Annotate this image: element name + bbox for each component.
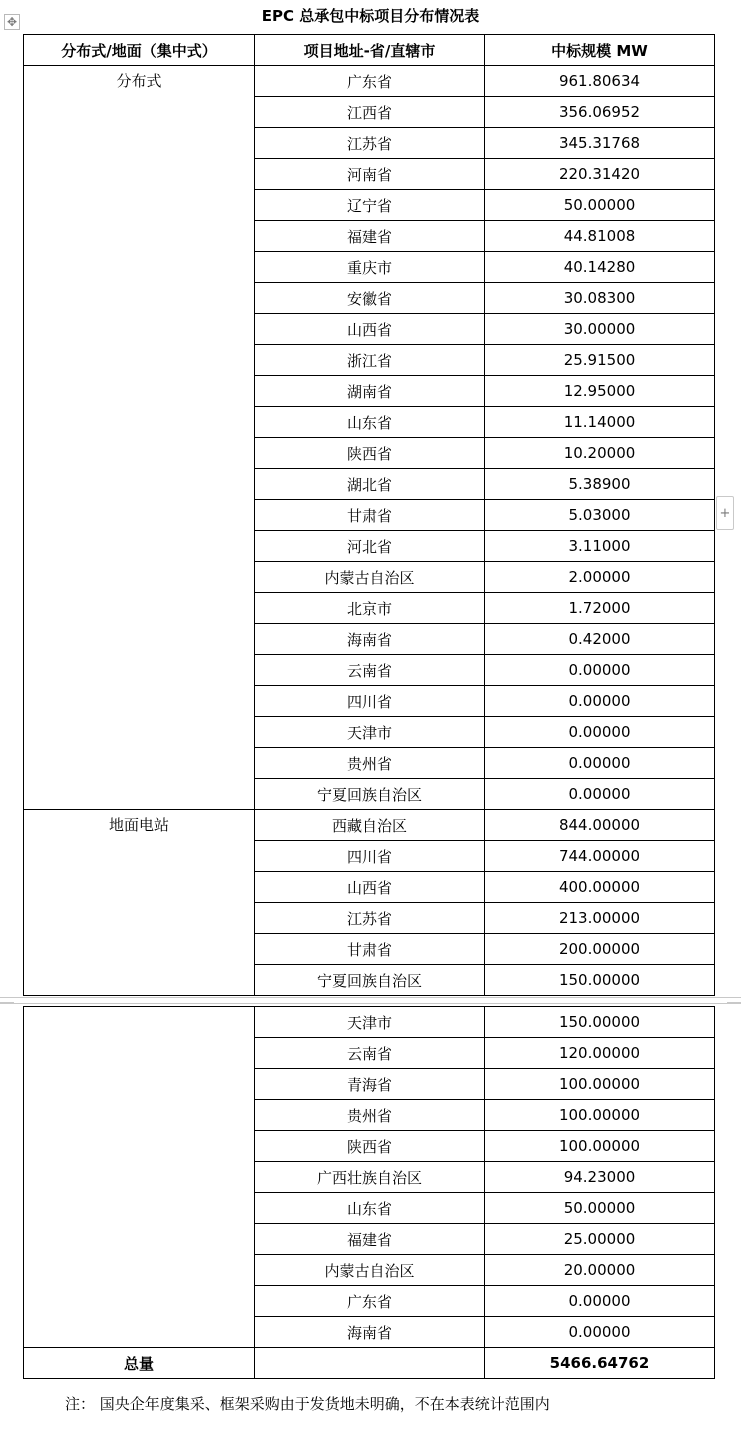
capacity-cell: 5.03000 <box>485 500 715 531</box>
table-title: EPC 总承包中标项目分布情况表 <box>261 7 480 25</box>
capacity-cell: 0.00000 <box>485 686 715 717</box>
province-cell: 湖北省 <box>255 469 485 500</box>
province-cell: 甘肃省 <box>255 934 485 965</box>
province-cell: 宁夏回族自治区 <box>255 965 485 996</box>
province-cell: 青海省 <box>255 1069 485 1100</box>
capacity-cell: 0.00000 <box>485 779 715 810</box>
capacity-cell: 150.00000 <box>485 965 715 996</box>
capacity-cell: 10.20000 <box>485 438 715 469</box>
province-cell: 北京市 <box>255 593 485 624</box>
capacity-cell: 94.23000 <box>485 1162 715 1193</box>
province-cell: 宁夏回族自治区 <box>255 779 485 810</box>
capacity-cell: 0.00000 <box>485 655 715 686</box>
capacity-cell: 961.80634 <box>485 66 715 97</box>
capacity-cell: 150.00000 <box>485 1007 715 1038</box>
capacity-cell: 213.00000 <box>485 903 715 934</box>
distribution-table-part-1 <box>23 34 715 996</box>
province-cell: 四川省 <box>255 686 485 717</box>
capacity-cell: 844.00000 <box>485 810 715 841</box>
province-cell: 天津市 <box>255 717 485 748</box>
province-cell: 河北省 <box>255 531 485 562</box>
total-row <box>24 1348 715 1379</box>
province-cell: 陕西省 <box>255 1131 485 1162</box>
group-label-distributed: 分布式 <box>24 66 255 810</box>
capacity-cell: 20.00000 <box>485 1255 715 1286</box>
page-break-marker-left <box>0 997 14 1003</box>
province-cell: 福建省 <box>255 1224 485 1255</box>
group-label-continued <box>24 1007 255 1348</box>
table-footnote: 注： 国央企年度集采、框架采购由于发货地未明确，不在本表统计范围内 <box>65 1395 550 1413</box>
header-category: 分布式/地面（集中式） <box>24 35 255 66</box>
page-break-marker-right <box>727 997 741 1003</box>
capacity-cell: 220.31420 <box>485 159 715 190</box>
capacity-cell: 44.81008 <box>485 221 715 252</box>
plus-icon: + <box>719 505 731 521</box>
province-cell: 山东省 <box>255 407 485 438</box>
capacity-cell: 12.95000 <box>485 376 715 407</box>
capacity-cell: 5.38900 <box>485 469 715 500</box>
table-row <box>24 66 715 97</box>
capacity-cell: 0.00000 <box>485 748 715 779</box>
province-cell: 西藏自治区 <box>255 810 485 841</box>
province-cell: 山西省 <box>255 872 485 903</box>
capacity-cell: 50.00000 <box>485 1193 715 1224</box>
province-cell: 江苏省 <box>255 903 485 934</box>
capacity-cell: 0.42000 <box>485 624 715 655</box>
capacity-cell: 100.00000 <box>485 1069 715 1100</box>
province-cell: 内蒙古自治区 <box>255 1255 485 1286</box>
province-cell: 辽宁省 <box>255 190 485 221</box>
table-header-row <box>24 35 715 66</box>
province-cell: 广西壮族自治区 <box>255 1162 485 1193</box>
province-cell: 贵州省 <box>255 1100 485 1131</box>
province-cell: 海南省 <box>255 624 485 655</box>
capacity-cell: 30.08300 <box>485 283 715 314</box>
province-cell: 重庆市 <box>255 252 485 283</box>
total-province-cell <box>255 1348 485 1379</box>
page-break-line <box>0 1003 741 1004</box>
province-cell: 云南省 <box>255 655 485 686</box>
capacity-cell: 3.11000 <box>485 531 715 562</box>
province-cell: 河南省 <box>255 159 485 190</box>
capacity-cell: 345.31768 <box>485 128 715 159</box>
province-cell: 甘肃省 <box>255 500 485 531</box>
table-row <box>24 810 715 841</box>
capacity-cell: 0.00000 <box>485 1317 715 1348</box>
province-cell: 江西省 <box>255 97 485 128</box>
capacity-cell: 356.06952 <box>485 97 715 128</box>
capacity-cell: 50.00000 <box>485 190 715 221</box>
province-cell: 天津市 <box>255 1007 485 1038</box>
total-label: 总量 <box>24 1348 255 1379</box>
province-cell: 海南省 <box>255 1317 485 1348</box>
capacity-cell: 120.00000 <box>485 1038 715 1069</box>
header-province: 项目地址-省/直辖市 <box>255 35 485 66</box>
province-cell: 内蒙古自治区 <box>255 562 485 593</box>
province-cell: 山东省 <box>255 1193 485 1224</box>
capacity-cell: 2.00000 <box>485 562 715 593</box>
header-capacity: 中标规模 MW <box>485 35 715 66</box>
province-cell: 江苏省 <box>255 128 485 159</box>
province-cell: 广东省 <box>255 66 485 97</box>
province-cell: 浙江省 <box>255 345 485 376</box>
province-cell: 山西省 <box>255 314 485 345</box>
province-cell: 贵州省 <box>255 748 485 779</box>
capacity-cell: 0.00000 <box>485 1286 715 1317</box>
province-cell: 四川省 <box>255 841 485 872</box>
province-cell: 湖南省 <box>255 376 485 407</box>
capacity-cell: 30.00000 <box>485 314 715 345</box>
distribution-table-part-2 <box>23 1006 715 1379</box>
province-cell: 安徽省 <box>255 283 485 314</box>
capacity-cell: 744.00000 <box>485 841 715 872</box>
province-cell: 福建省 <box>255 221 485 252</box>
capacity-cell: 0.00000 <box>485 717 715 748</box>
add-row-button[interactable] <box>716 496 734 530</box>
capacity-cell: 1.72000 <box>485 593 715 624</box>
capacity-cell: 40.14280 <box>485 252 715 283</box>
total-capacity: 5466.64762 <box>485 1348 715 1379</box>
table-row <box>24 1007 715 1038</box>
capacity-cell: 100.00000 <box>485 1131 715 1162</box>
capacity-cell: 25.00000 <box>485 1224 715 1255</box>
page-break-line <box>0 997 741 998</box>
province-cell: 云南省 <box>255 1038 485 1069</box>
group-label-ground: 地面电站 <box>24 810 255 996</box>
province-cell: 广东省 <box>255 1286 485 1317</box>
capacity-cell: 25.91500 <box>485 345 715 376</box>
capacity-cell: 200.00000 <box>485 934 715 965</box>
move-arrows-icon: ✥ <box>6 15 18 29</box>
capacity-cell: 100.00000 <box>485 1100 715 1131</box>
capacity-cell: 11.14000 <box>485 407 715 438</box>
capacity-cell: 400.00000 <box>485 872 715 903</box>
province-cell: 陕西省 <box>255 438 485 469</box>
